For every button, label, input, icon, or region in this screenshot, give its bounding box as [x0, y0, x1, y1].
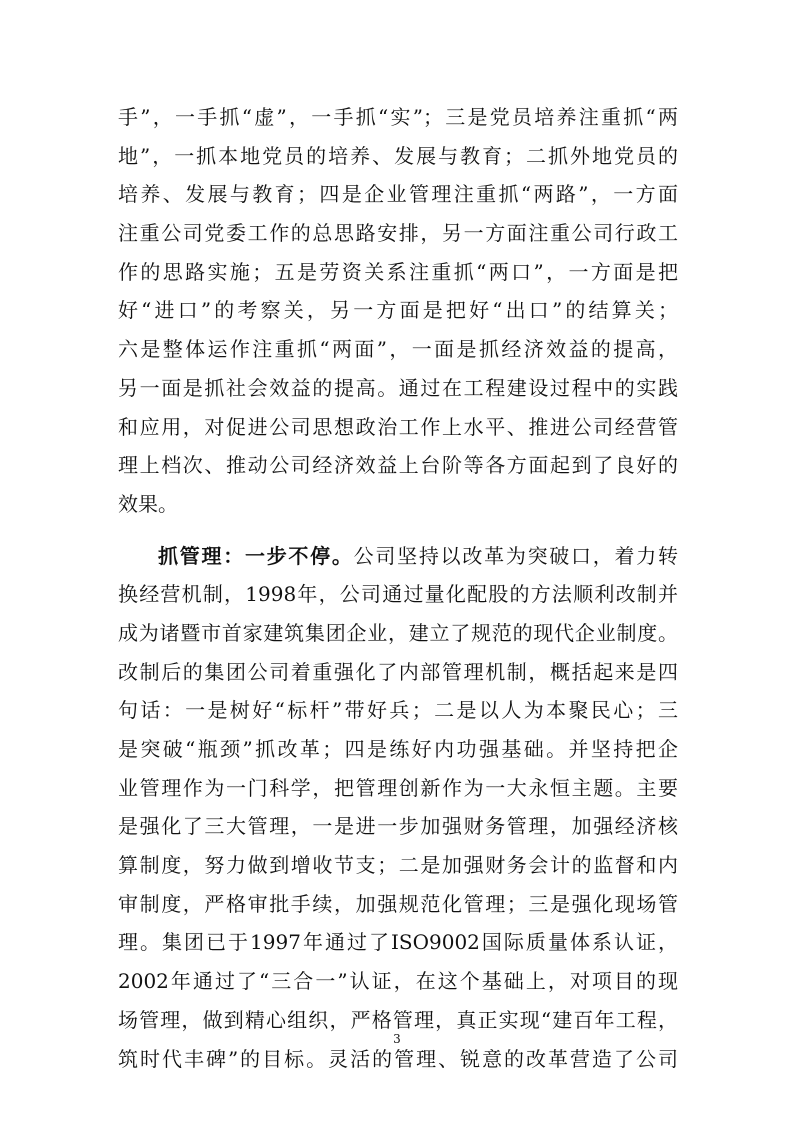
paragraph-lead-text: 公司坚持以改革为突破口，着力转 — [353, 543, 678, 568]
text-line: 场管理，做到精心组织，严格管理，真正实现“建百年工程， — [118, 1007, 678, 1032]
text-line: 2002年通过了“三合一”认证，在这个基础上，对项目的现 — [118, 969, 678, 994]
text-line: 作的思路实施；五是劳资关系注重抓“两口”，一方面是把 — [118, 259, 678, 284]
text-line: 理上档次、推动公司经济效益上台阶等各方面起到了良好的 — [118, 453, 678, 478]
text-line: 是强化了三大管理，一是进一步加强财务管理，加强经济核 — [118, 814, 678, 839]
text-line: 业管理作为一门科学，把管理创新作为一大永恒主题。主要 — [118, 775, 678, 800]
body-text — [118, 98, 678, 1078]
text-line: 审制度，严格审批手续，加强规范化管理；三是强化现场管 — [118, 891, 678, 916]
paragraph-heading: 抓管理：一步不停。 — [158, 543, 354, 568]
text-line: 换经营机制，1998年，公司通过量化配股的方法顺利改制并 — [118, 582, 678, 607]
page-number: 3 — [393, 1032, 401, 1046]
text-line: 改制后的集团公司着重强化了内部管理机制，概括起来是四 — [118, 659, 678, 684]
text-line: 成为诸暨市首家建筑集团企业，建立了规范的现代企业制度。 — [118, 620, 678, 645]
text-line: 六是整体运作注重抓“两面”，一面是抓经济效益的提高， — [118, 337, 678, 362]
paragraph-lead-line — [118, 537, 678, 576]
text-line: 好“进口”的考察关，另一方面是把好“出口”的结算关； — [118, 298, 678, 323]
text-line: 算制度，努力做到增收节支；二是加强财务会计的监督和内 — [118, 853, 678, 878]
text-line: 筑时代丰碑”的目标。灵活的管理、锐意的改革营造了公司 — [118, 1046, 678, 1071]
text-line: 和应用，对促进公司思想政治工作上水平、推进公司经营管 — [118, 414, 678, 439]
text-line: 注重公司党委工作的总思路安排，另一方面注重公司行政工 — [118, 221, 678, 246]
text-line: 是突破“瓶颈”抓改革；四是练好内功强基础。并坚持把企 — [118, 737, 678, 761]
text-line: 培养、发展与教育；四是企业管理注重抓“两路”，一方面 — [118, 182, 678, 207]
text-line: 另一面是抓社会效益的提高。通过在工程建设过程中的实践 — [118, 375, 678, 400]
paragraph-1 — [118, 98, 678, 524]
text-line: 地”，一抓本地党员的培养、发展与教育；二抓外地党员的 — [118, 143, 678, 168]
text-line: 效果。 — [118, 491, 178, 516]
paragraph-2 — [118, 537, 678, 1079]
text-line: 理。集团已于1997年通过了ISO9002国际质量体系认证， — [118, 930, 678, 955]
text-line: 句话：一是树好“标杆”带好兵；二是以人为本聚民心；三 — [118, 698, 678, 723]
text-line: 手”，一手抓“虚”，一手抓“实”；三是党员培养注重抓“两 — [118, 105, 678, 129]
